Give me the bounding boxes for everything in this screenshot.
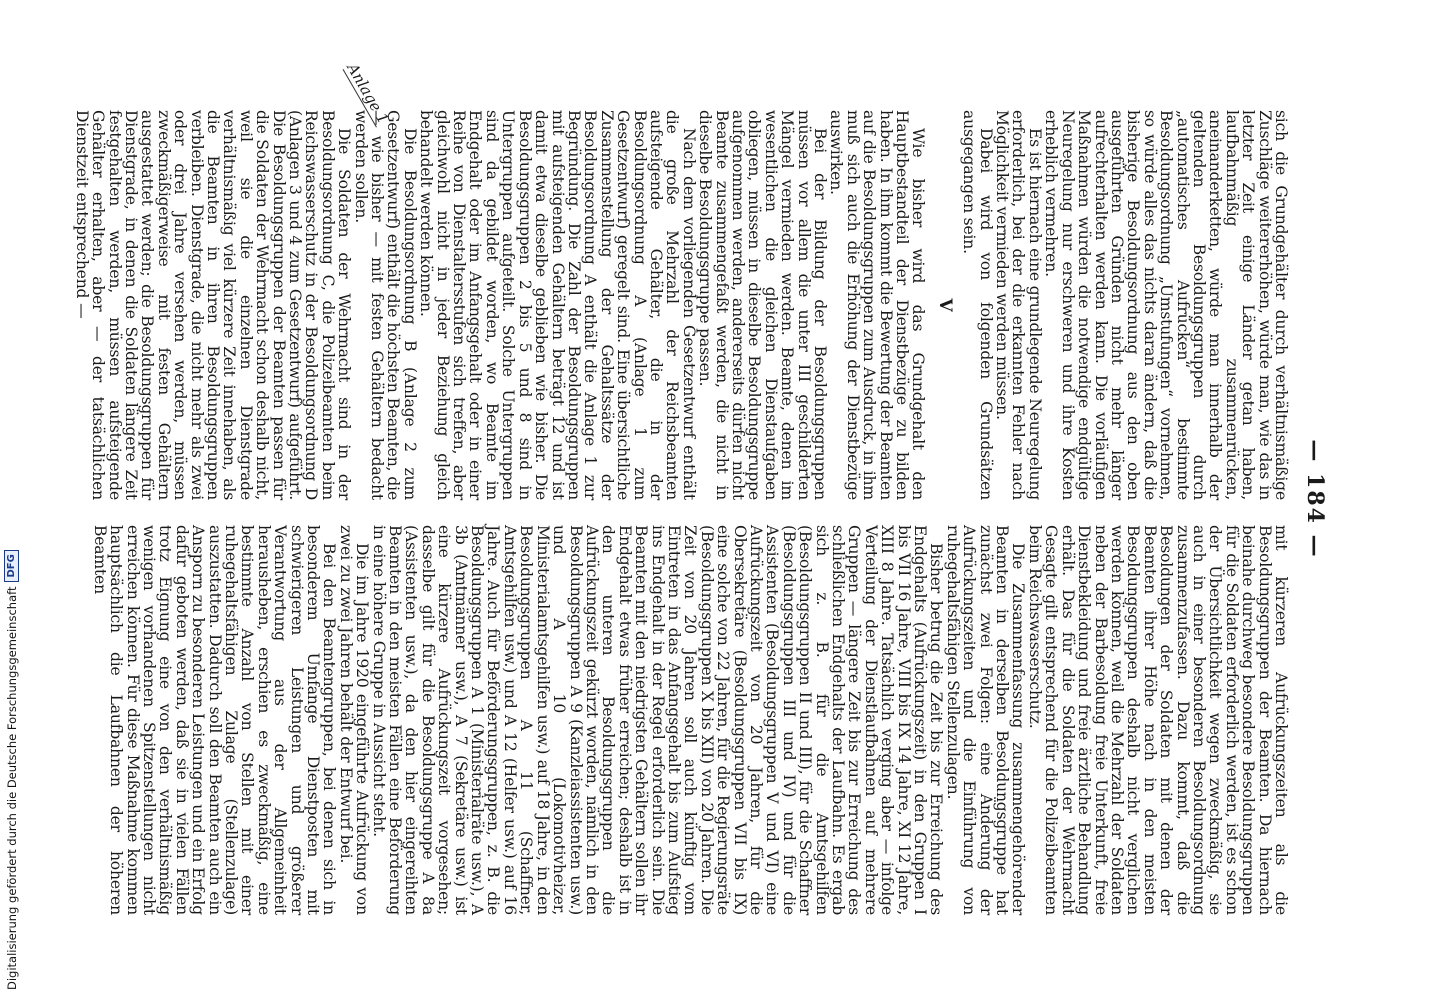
paragraph: Nach dem vorliegenden Gesetzentwurf enthält die große Mehrzahl der Reichsbeamten aufsteigende Gehälter, die in der Besoldungsordnung A (Anlage 1 zum Gesetzentwurf) geregelt sind. Eine übersichtliche Zusammenstellung der Gehaltssätze der Besoldungsordnung A enthält die Anlage 1 zur Begründung. Die Zahl der Besoldungsgruppen mit aufsteigenden Gehältern beträgt 12 und ist damit etwa dieselbe geblieben wie bisher. Die Besoldungsgruppen 2 bis 5 und 8 sind in Untergruppen aufgeteilt. Solche Untergruppen sind da gebildet worden, wo Beamte im Endgehalt oder im Anfangsgehalt oder in einer Reihe von Dienstaltersstufen sich treffen, aber gleichwohl nicht in jeder Beziehung gleich behandelt werden können. [417,110,698,500]
paragraph: Die Zusammenfassung zusammengehörender Beamten in derselben Besoldungsgruppe hat zunächst zwei Folgen: eine Änderung der Aufrückungszeiten und die Einführung von ruhegehaltsfähigen Stellenzulagen. [943,525,1028,915]
paragraph: Die Besoldungsordnung B (Anlage 2 zum Gesetzentwurf) enthält die höchsten Beamten, die — wie bisher — mit festen Gehältern bedacht werden sollen. [351,110,419,500]
paragraph: Es ist hiernach eine grundlegende Neuregelung erforderlich, bei der die erkannten Fehler nach Möglichkeit vermieden werden müssen. [993,110,1044,500]
dfg-logo[interactable]: DFG [4,550,19,581]
section-heading: V [934,298,955,312]
footer-strip [0,0,22,1000]
paragraph: Bei den Beamtengruppen, bei denen sich in besonderem Umfange Dienstposten mit schwierigeren Leistungen und größerer Verantwortung aus der Allgemeinheit herausheben, erschien es zweckmäßig, eine bestimmte Anzahl von Stellen mit einer ruhegehaltsfähigen Zulage (Stellenzulage) auszustatten. Dadurch soll den Beamten auch ein Ansporn zu besonderen Leistungen und ein Erfolg dafür geboten werden, daß sie in vielen Fällen trotz Eignung eine von den verhältnismäßig wenigen vorhandenen Spitzenstellungen nicht erreichen können. Für diese Maßnahme kommen hauptsächlich die Laufbahnen der höheren Beamten [90,525,339,915]
paragraph: Bisher betrug die Zeit bis zur Erreichung des Endgehalts (Aufrückungszeit) in den Gruppen I bis VII 16 Jahre, VIII bis IX 14 Jahre, XI 12 Jahre, XIII 8 Jahre. Tatsächlich verging aber — infolge Verteilung der Dienstlaufbahnen auf mehrere Gruppen — längere Zeit bis zur Erreichung des schließlichen Endgehalts der Laufbahn. Es ergab sich z. B. für die Amtsgehilfen (Besoldungsgruppen II und III), für die Schaffner (Besoldungsgruppen III und IV) und für die Assistenten (Besoldungsgruppen V und VI) eine Aufrückungszeit von 20 Jahren, für die Obersekretäre (Besoldungsgruppen VII bis IX) eine solche von 22 Jahren, für die Regierungsräte (Besoldungsgruppen X bis XII) von 20 Jahren. Die Zeit von 20 Jahren soll auch künftig vom Eintreten in das Anfangsgehalt bis zum Aufstieg ins Endgehalt in der Regel erforderlich sein. Die Beamten mit den niedrigsten Gehältern sollen ihr Endgehalt etwas früher erreichen; deshalb ist in den unteren Besoldungsgruppen die Aufrückungszeit gekürzt worden, nämlich in den Besoldungsgruppen A 9 (Kanzleiassistenten usw.) und A 10 (Lokomotivheizer, Ministerialamtsgehilfen usw.) auf 18 Jahre, in den Besoldungsgruppen A 11 (Schaffner, Amtsgehilfen usw.) und A 12 (Helfer usw.) auf 16 Jahre. Auch für Beförderungsgruppen, z. B. die Besoldungsgruppen A 1 (Ministerialräte usw.), A 3b (Amtmänner usw.), A 7 (Sekretäre usw.) ist eine kürzere Aufrückungszeit vorgesehen; dasselbe gilt für die Besoldungsgruppe A 8a (Assistenten usw.), da den hier eingereihten Beamten in den meisten Fällen eine Beförderung in eine höhere Gruppe in Aussicht steht. [369,525,946,915]
paragraph: mit kürzeren Aufrückungszeiten als die Besoldungsgruppen der Beamten. Da hiernach beinahe durchweg besondere Besoldungsgruppen für die Soldaten erforderlich werden, ist es schon der Übersichtlichkeit wegen zweckmäßig, sie auch in einer besonderen Besoldungsordnung zusammenzufassen. Dazu kommt, daß die Besoldungen der Soldaten mit denen der Beamten ihrer Höhe nach in den meisten Besoldungsgruppen deshalb nicht verglichen werden können, weil die Mehrzahl der Soldaten neben der Barbesoldung freie Unterkunft, freie Dienstbekleidung und freie ärztliche Behandlung erhält. Das für die Soldaten der Wehrmacht Gesagte gilt entsprechend für die Polizeibeamten beim Reichswasserschutz. [1025,525,1290,915]
paragraph: Die im Jahre 1920 eingeführte Aufrückung von zwei zu zwei Jahren behält der Entwurf bei. [336,525,372,915]
paragraph: Dabei wird von folgenden Grundsätzen ausgegangen sein. [960,110,995,500]
margin-note-anlage: Anlage 1 [343,60,393,128]
page-number: — 184 — [1302,439,1328,559]
paragraph: Wie bisher wird das Grundgehalt den Hauptbestandteil der Dienstbezüge zu bilden haben. In ihm kommt die Bewertung der Beamten auf die Besoldungsgruppen zum Ausdruck, in ihm muß sich auch die Erhöhung der Dienstbezüge auswirken. [827,110,928,500]
paragraph: Die Soldaten der Wehrmacht sind in der Besoldungsordnung C, die Polizeibeamten beim Reichswasserschutz in der Besoldungsordnung D (Anlagen 3 und 4 zum Gesetzentwurf) aufgeführt. Die Besoldungsgruppen der Beamten passen für die Soldaten der Wehrmacht schon deshalb nicht, weil sie die einzelnen Dienstgrade verhältnismäßig viel kürzere Zeit innehaben, als die Beamten in ihren Besoldungsgruppen verbleiben. Dienstgrade, die nicht mehr als zwei oder drei Jahre versehen werden, müssen zweckmäßigerweise mit festen Gehältern ausgestattet werden; die Besoldungsgruppen für Dienstgrade, in denen die Soldaten längere Zeit festgehalten werden, müssen aufsteigende Gehälter erhalten, aber — der tatsächlichen Dienstzeit entsprechend — [72,110,354,500]
digitization-credit: Digitalisierung gefördert durch die Deutsche Forschungsgemeinschaft [4,586,19,990]
text-column-right [91,525,1289,915]
paragraph: sich die Grundgehälter durch verhältnismäßige Zuschläge weitererhöhen, würde man, wie das in letzter Zeit einige Länder getan haben, laufbahnmäßig zusammenrücken, aneinanderketten, würde man innerhalb der geltenden Besoldungsgruppen durch „automatisches Aufrücken“ bestimmte Besoldungsordnung „Umstufungen“ vornehmen, so würde alles das nichts daran ändern, daß die bisherige Besoldungsordnung aus den oben ausgeführten Gründen nicht mehr länger aufrechterhalten werden kann. Die vorläufigen Maßnahmen würden die notwendige endgültige Neuregelung nur erschweren und ihre Kosten erheblich vermehren. [1042,110,1290,500]
text-column-left [73,110,1289,500]
paragraph: Bei der Bildung der Besoldungsgruppen müssen vor allem die unter III geschilderten Mängel vermieden werden. Beamte, denen im wesentlichen die gleichen Dienstaufgaben obliegen, müssen in dieselbe Besoldungsgruppe aufgenommen werden, andererseits dürfen nicht Beamte zusammengefaßt werden, die nicht in dieselbe Besoldungsgruppe passen. [696,110,830,500]
